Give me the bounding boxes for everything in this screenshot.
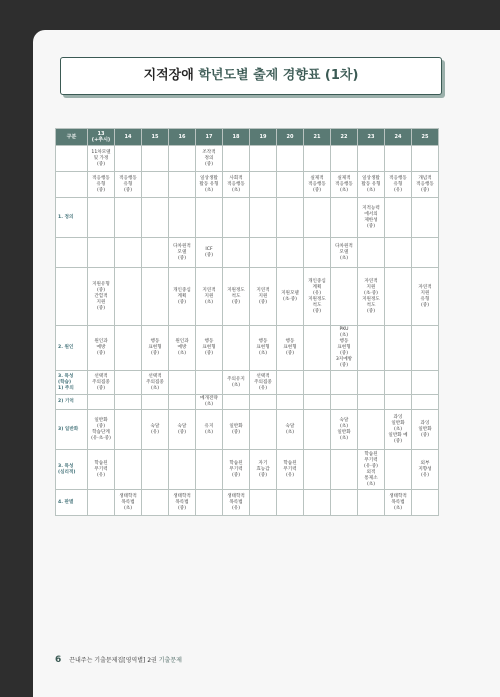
- table-cell: [250, 238, 277, 268]
- row-header: [56, 238, 88, 268]
- table-cell: 학습된 무기력 (유): [277, 450, 304, 490]
- column-header: 13 (+추시): [88, 129, 115, 146]
- table-cell: [412, 146, 439, 172]
- table-cell: 일상생활 활동 유형 (초): [358, 172, 385, 198]
- row-header: [56, 172, 88, 198]
- column-header: 14: [115, 129, 142, 146]
- table-cell: 학습된 무기력 (유): [88, 450, 115, 490]
- table-cell: [142, 146, 169, 172]
- table-cell: 생태학적 목록법 (유): [223, 490, 250, 516]
- table-cell: [331, 371, 358, 395]
- table-cell: 개인중심 계획 (유) 지원정도 척도 (중): [304, 268, 331, 326]
- table-body: [56, 146, 439, 516]
- row-header: 2) 기억: [56, 395, 88, 410]
- page-footer: [55, 655, 182, 665]
- table-cell: 사회적 적응행동 (초): [223, 172, 250, 198]
- table-cell: 과잉 일반화 (중): [412, 410, 439, 450]
- table-cell: 일반화 (중): [223, 410, 250, 450]
- book-title: 끈내주는 기출문제집[영역별] 2권: [69, 657, 159, 664]
- table-cell: 선택적 주의집중 (초): [142, 371, 169, 395]
- row-header: 1. 정의: [56, 198, 88, 238]
- row-header: 3. 특성 (심리적): [56, 450, 88, 490]
- table-cell: [331, 268, 358, 326]
- table-row: [56, 395, 439, 410]
- table-cell: 조작적 정의 (중): [196, 146, 223, 172]
- table-cell: 외부 지향성 (유): [412, 450, 439, 490]
- table-cell: [169, 198, 196, 238]
- table-cell: 자연적 지원 유형 (중): [412, 268, 439, 326]
- table-cell: 지연적 지원 (중): [250, 268, 277, 326]
- table-cell: [412, 198, 439, 238]
- table-cell: PKU (초) 행동 표현형 (중) 3지예방 (중): [331, 326, 358, 371]
- title-part2: 학년도별 출제 경향표 (1차): [198, 68, 359, 83]
- table-row: [56, 410, 439, 450]
- column-header: 15: [142, 129, 169, 146]
- table-cell: 다차원적 모델 (초): [331, 238, 358, 268]
- column-header: 20: [277, 129, 304, 146]
- table-cell: 메개전략 (초): [196, 395, 223, 410]
- table-cell: 숙달 (초): [277, 410, 304, 450]
- table-cell: 지연적 지원 (초): [196, 268, 223, 326]
- table-cell: [277, 238, 304, 268]
- table-cell: 지원정도 척도 (중): [223, 268, 250, 326]
- table-cell: [331, 395, 358, 410]
- table-cell: [358, 410, 385, 450]
- table-cell: 행동 표현형 (중): [277, 326, 304, 371]
- table-cell: [412, 326, 439, 371]
- table-cell: 다차원적 모델 (중): [169, 238, 196, 268]
- table-cell: 숙달 (유): [142, 410, 169, 450]
- table-cell: [250, 395, 277, 410]
- table-cell: [223, 326, 250, 371]
- column-header: 18: [223, 129, 250, 146]
- table-row: [56, 371, 439, 395]
- table-cell: [304, 198, 331, 238]
- table-cell: 생태학적 목록법 (초): [115, 490, 142, 516]
- table-cell: 적응행동 유형 (유): [385, 172, 412, 198]
- table-header: [56, 129, 439, 146]
- title-part1: 지적장애: [143, 68, 194, 83]
- table-cell: [115, 268, 142, 326]
- table-cell: 주의유지 (초): [223, 371, 250, 395]
- table-row: [56, 146, 439, 172]
- table-cell: 선택적 주의집중 (유): [250, 371, 277, 395]
- table-cell: 개인중심 계획 (중): [169, 268, 196, 326]
- table-cell: [88, 490, 115, 516]
- table-cell: [115, 450, 142, 490]
- table-cell: [250, 410, 277, 450]
- table-cell: [412, 238, 439, 268]
- table-cell: [250, 146, 277, 172]
- table-cell: 학습된 무기력 (유·중) 외적 통제소 (초): [358, 450, 385, 490]
- table-cell: [142, 198, 169, 238]
- table-cell: [304, 146, 331, 172]
- table-cell: 행동 표현형 (초): [250, 326, 277, 371]
- row-header: 3. 특성 (학습) 1) 주의: [56, 371, 88, 395]
- table-cell: [385, 326, 412, 371]
- table-cell: [277, 146, 304, 172]
- table-cell: [331, 198, 358, 238]
- table-cell: 자연적 지원 (초·중) 지원정도 척도 (중): [358, 268, 385, 326]
- table-cell: [115, 326, 142, 371]
- table-cell: [88, 198, 115, 238]
- table-cell: 적응행동 유형 (중): [88, 172, 115, 198]
- table-cell: [385, 268, 412, 326]
- table-cell: [169, 395, 196, 410]
- table-cell: [142, 268, 169, 326]
- table-cell: 자기 효능감 (중): [250, 450, 277, 490]
- table-cell: [385, 450, 412, 490]
- table-cell: [304, 238, 331, 268]
- table-cell: 일반화 (중) 학습단계 (유·초·중): [88, 410, 115, 450]
- table-cell: [358, 490, 385, 516]
- table-cell: [142, 172, 169, 198]
- row-header: 2. 원인: [56, 326, 88, 371]
- table-row: [56, 326, 439, 371]
- table-cell: [196, 371, 223, 395]
- column-header: 25: [412, 129, 439, 146]
- table-cell: [331, 490, 358, 516]
- table-cell: 숙달 (중): [169, 410, 196, 450]
- table-cell: [223, 238, 250, 268]
- exam-trend-table: [55, 128, 439, 516]
- table-cell: [304, 490, 331, 516]
- table-cell: [142, 490, 169, 516]
- table-cell: 실제적 적응행동 (중): [304, 172, 331, 198]
- table-cell: [304, 395, 331, 410]
- table-cell: [115, 198, 142, 238]
- row-header: 4. 판별: [56, 490, 88, 516]
- table-cell: [223, 395, 250, 410]
- table-cell: ICF (중): [196, 238, 223, 268]
- table-cell: [88, 395, 115, 410]
- table-cell: [196, 490, 223, 516]
- table-cell: [277, 198, 304, 238]
- book-subtitle: 기출문제: [158, 657, 182, 664]
- table-cell: [385, 198, 412, 238]
- table-cell: [358, 326, 385, 371]
- table-cell: 생태학적 목록법 (중): [169, 490, 196, 516]
- table-cell: [358, 371, 385, 395]
- table-cell: [385, 371, 412, 395]
- table-cell: 실제적 적응행동 (초): [331, 172, 358, 198]
- table-cell: [412, 490, 439, 516]
- table-cell: [88, 238, 115, 268]
- column-header: 21: [304, 129, 331, 146]
- table-cell: [169, 371, 196, 395]
- table-cell: 행동 표현형 (중): [142, 326, 169, 371]
- column-header: 19: [250, 129, 277, 146]
- table-cell: [142, 450, 169, 490]
- table-cell: [250, 490, 277, 516]
- table-cell: 유지 (초): [196, 410, 223, 450]
- table-cell: 일상생활 활동 유형 (초): [196, 172, 223, 198]
- table-cell: [277, 395, 304, 410]
- column-header: 22: [331, 129, 358, 146]
- table-cell: [169, 172, 196, 198]
- column-header: 16: [169, 129, 196, 146]
- page-title: [61, 58, 441, 94]
- column-header: 구분: [56, 129, 88, 146]
- table-cell: [250, 198, 277, 238]
- column-header: 17: [196, 129, 223, 146]
- table-row: [56, 238, 439, 268]
- table-cell: [358, 238, 385, 268]
- table-cell: [142, 395, 169, 410]
- table-cell: [304, 450, 331, 490]
- table-cell: [412, 395, 439, 410]
- table-cell: [385, 238, 412, 268]
- table-cell: 11차모델 및 가정 (중): [88, 146, 115, 172]
- table-cell: 개념적 적응행동 (중): [412, 172, 439, 198]
- table-cell: [358, 146, 385, 172]
- table-cell: [115, 146, 142, 172]
- table-cell: 원인과 예방 (초): [169, 326, 196, 371]
- table-row: [56, 450, 439, 490]
- table-cell: [277, 172, 304, 198]
- title-box: [60, 57, 442, 95]
- column-header: 23: [358, 129, 385, 146]
- table-row: [56, 172, 439, 198]
- table-cell: 적응행동 유형 (중): [115, 172, 142, 198]
- page-number: 6: [55, 655, 62, 665]
- column-header: 24: [385, 129, 412, 146]
- table-cell: [223, 198, 250, 238]
- table-cell: [115, 395, 142, 410]
- table-row: [56, 490, 439, 516]
- table-cell: 선택적 주의집중 (중): [88, 371, 115, 395]
- table-cell: [412, 371, 439, 395]
- table-cell: [358, 395, 385, 410]
- table-cell: [169, 450, 196, 490]
- table-cell: [169, 146, 196, 172]
- table-cell: [277, 371, 304, 395]
- table-cell: [223, 146, 250, 172]
- table-row: [56, 268, 439, 326]
- table-cell: [304, 326, 331, 371]
- table-cell: 지원유형 (중) 간헐적 지원 (중): [88, 268, 115, 326]
- row-header: [56, 146, 88, 172]
- table-cell: [331, 146, 358, 172]
- table-cell: 학습된 무기력 (중): [223, 450, 250, 490]
- table-cell: 과잉 일반화 (초) 일반화 예 (중): [385, 410, 412, 450]
- table-cell: [142, 238, 169, 268]
- table-cell: [277, 490, 304, 516]
- table-cell: [250, 172, 277, 198]
- table-cell: [115, 238, 142, 268]
- row-header: [56, 268, 88, 326]
- table-cell: [196, 198, 223, 238]
- table-cell: 행동 표현형 (중): [196, 326, 223, 371]
- table-cell: [115, 371, 142, 395]
- table-row: [56, 198, 439, 238]
- table-cell: [385, 395, 412, 410]
- table-cell: [304, 410, 331, 450]
- table-cell: [385, 146, 412, 172]
- row-header: 3) 일반화: [56, 410, 88, 450]
- table-cell: 지원모델 (초·중): [277, 268, 304, 326]
- table-cell: 지적능력 에서의 제한성 (중): [358, 198, 385, 238]
- table-cell: 생태학적 목록법 (초): [385, 490, 412, 516]
- table-cell: 숙달 (초) 일반화 (초): [331, 410, 358, 450]
- table-cell: [115, 410, 142, 450]
- table-cell: 원인과 예방 (중): [88, 326, 115, 371]
- table-cell: [331, 450, 358, 490]
- table-cell: [196, 450, 223, 490]
- table-cell: [304, 371, 331, 395]
